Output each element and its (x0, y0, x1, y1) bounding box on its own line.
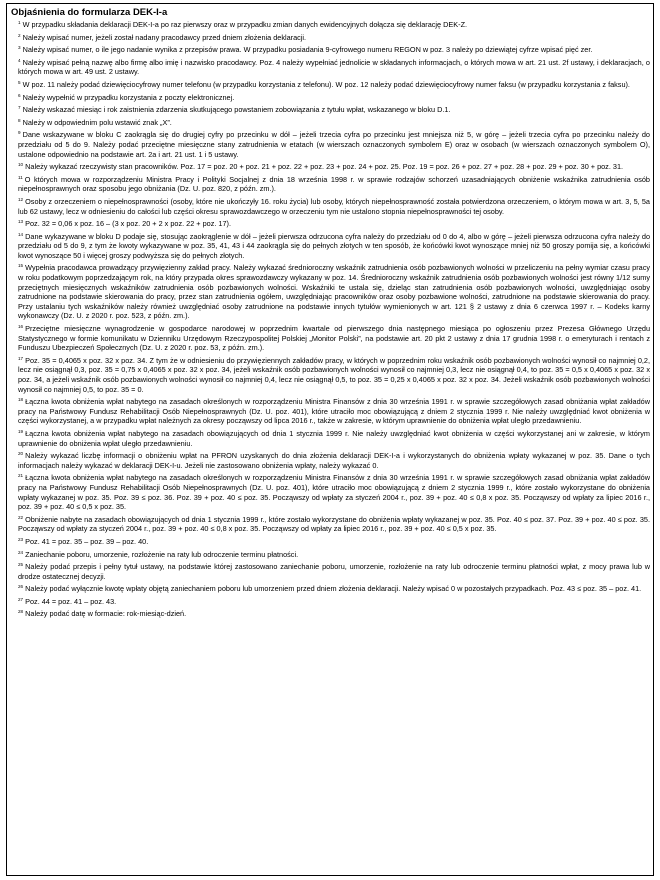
footnote (11, 597, 650, 607)
footnote (11, 93, 650, 103)
footnote-text: Należy wykazać rzeczywisty stan pracowników. Poz. 17 = poz. 20 + poz. 21 + poz. 22 + poz. 23 + poz. 24 + poz. 25. Poz. 19 = poz. 26 + poz. 27 + poz. 28 + poz. 29 + poz. 30 + poz. 31. (25, 162, 624, 172)
footnote-text: Należy podać wyłącznie kwotę wpłaty objętą zaniechaniem poboru lub umorzeniem przed dniem złożenia deklaracji. Należy wpisać 0 w pozostałych przypadkach. Poz. 43 ≤ poz. 35 – poz. 41. (25, 584, 642, 594)
footnote (11, 550, 650, 560)
footnote-number: 6 (18, 92, 21, 98)
footnotes-list (11, 20, 650, 619)
footnote-number: 5 (18, 79, 21, 85)
footnote-number: 11 (18, 174, 23, 180)
footnote (11, 118, 650, 128)
footnote (11, 584, 650, 594)
footnote (11, 130, 650, 159)
footnote-text: Należy wykazać liczbę informacji o obniżeniu wpłat na PFRON uzyskanych do dnia złożenia deklaracji DEK-I-a i wykorzystanych do obniżenia wpłaty wykazanej w poz. 35. Dane o tych informacjach należy wykazać w deklaracji DEK-I-u. Jeżeli nie zastosowano obniżenia wpłaty, należy wykazać 0. (18, 451, 650, 470)
footnote (11, 537, 650, 547)
footnote-number: 7 (18, 105, 21, 111)
footnote (11, 197, 650, 216)
footnote-number: 28 (18, 609, 24, 615)
footnote (11, 451, 650, 470)
footnote-text: Poz. 44 = poz. 41 – poz. 43. (25, 596, 117, 606)
footnote-number: 19 (18, 428, 24, 434)
footnote (11, 356, 650, 394)
footnote-number: 3 (18, 45, 21, 51)
footnote (11, 45, 650, 55)
footnote (11, 20, 650, 30)
footnote-text: W poz. 11 należy podać dziewięciocyfrowy numer telefonu (w przypadku korzystania z telefonu). W poz. 12 należy podać dziewięciocyfrowy numer faksu (w przypadku korzystania z faksu). (22, 79, 630, 89)
footnote-number: 20 (18, 451, 24, 457)
footnote (11, 105, 650, 115)
footnote (11, 397, 650, 426)
footnote-text: Poz. 41 = poz. 35 – poz. 39 – poz. 40. (25, 536, 149, 546)
footnote (11, 562, 650, 581)
footnote-number: 13 (18, 219, 24, 225)
explanations-frame (6, 3, 654, 876)
footnote (11, 324, 650, 353)
footnote-text: O których mowa w rozporządzeniu Ministra Pracy i Polityki Socjalnej z dnia 18 września 1998 r. w sprawie rodzajów schorzeń uzasadniających obniżenie wskaźnika zatrudnienia osób niepełnosprawnych oraz sposobu jego obniżania (Dz. U. poz. 820, z późn. zm.). (18, 174, 650, 194)
footnote (11, 162, 650, 172)
footnote-text: Przeciętne miesięczne wynagrodzenie w gospodarce narodowej w poprzednim kwartale od pierwszego dnia następnego miesiąca po ogłoszeniu przez Prezesa Głównego Urzędu Statystycznego w formie komunikatu w Dzienniku Urzędowym Rzeczypospolitej Polskiej „Monitor Polski”, na podstawie art. 20 pkt 2 ustawy z dnia 17 grudnia 1998 r. o emeryturach i rentach z Funduszu Ubezpieczeń Społecznych (Dz. U. z 2020 r. poz. 53, z późn. zm.). (18, 324, 650, 353)
document-title: Objaśnienia do formularza DEK-I-a (11, 7, 168, 18)
footnote-number: 12 (18, 196, 24, 202)
footnote (11, 58, 650, 77)
footnote-text: Należy podać przepis i pełny tytuł ustawy, na podstawie której zastosowano zaniechanie poboru, umorzenie, rozłożenie na raty lub odroczenie terminu płatności wpłat, z mocy prawa lub w drodze ostatecznej decyzji. (18, 562, 650, 581)
footnote-number: 10 (18, 162, 24, 168)
footnote (11, 263, 650, 321)
footnote-text: W przypadku składania deklaracji DEK-I-a po raz pierwszy oraz w przypadku zmian danych ewidencyjnych dołącza się deklarację DEK-Z. (22, 20, 468, 29)
footnote-number: 9 (18, 130, 21, 136)
footnote-number: 14 (18, 231, 24, 237)
footnote (11, 232, 650, 261)
footnote-number: 16 (18, 324, 24, 330)
footnote-number: 23 (18, 536, 24, 542)
footnote-number: 26 (18, 584, 24, 590)
footnote-number: 15 (18, 263, 24, 269)
footnote-number: 21 (18, 473, 24, 479)
footnote (11, 175, 650, 194)
footnote-text: Łączna kwota obniżenia wpłat nabytego na zasadach obowiązujących od dnia 1 stycznia 1999 r. Nie należy uwzględniać kwot obniżenia w części wykorzystanej ani w zakresie, w którym uprawnienie do obniżenia wpłat uległo przedawnieniu. (18, 428, 650, 448)
footnote-text: Łączna kwota obniżenia wpłat nabytego na zasadach określonych w rozporządzeniu Ministra Finansów z dnia 30 września 1991 r. w sprawie szczegółowych zasad obniżania wpłat zakładów pracy na Państwowy Fundusz Rehabilitacji Osób Niepełnosprawnych (Dz. U. poz. 401), które utraciło moc obowiązującą z dniem 2 stycznia 1999 r., które zostało wykorzystane do obniżenia wpłaty wykazanej w poz. 35. Poz. 39 ≤ poz. 36. Poz. 39 + poz. 40 ≤ poz. 35. Począwszy od wpłaty za styczeń 2004 r., poz. 39 + poz. 40 ≤ 0,8 x poz. 35. Począwszy od wpłaty za lipiec 2016 r., poz. 39 + poz. 40 ≤ 0,5 x poz. 35. (18, 473, 650, 512)
footnote (11, 609, 650, 619)
footnote-number: 8 (18, 117, 21, 123)
footnote-text: Poz. 32 = 0,06 x poz. 16 – (3 x poz. 20 + 2 x poz. 22 + poz. 17). (25, 219, 231, 229)
footnote-text: Należy wypełnić w przypadku korzystania z poczty elektronicznej. (22, 92, 235, 102)
footnote-text: Osoby z orzeczeniem o niepełnosprawności (osoby, które nie ukończyły 16. roku życia) lub osoby, których niepełnosprawność została potwierdzona orzeczeniem, o którym mowa w art. 3, 5, 5a lub 62 ustawy, lecz w odniesieniu do całości lub części okresu sprawozdawczego w orzeczeniu tym nie ustalono stopnia niepełnosprawności tej osoby. (18, 196, 650, 216)
footnote-text: Należy podać datę w formacie: rok-miesiąc-dzień. (25, 609, 187, 619)
footnote-number: 25 (18, 562, 24, 568)
footnote-number: 18 (18, 397, 24, 403)
footnote (11, 80, 650, 90)
footnote (11, 33, 650, 43)
footnote-text: Należy wpisać numer, o ile jego nadanie wynika z przepisów prawa. W przypadku posiadania 9-cyfrowego numeru REGON w poz. 3 należy po dziewiątej cyfrze wpisać pięć zer. (22, 45, 593, 55)
footnote-text: Zaniechanie poboru, umorzenie, rozłożenie na raty lub odroczenie terminu płatności. (25, 549, 299, 559)
footnote (11, 473, 650, 511)
footnote-number: 4 (18, 57, 21, 63)
footnote (11, 515, 650, 534)
footnote (11, 429, 650, 448)
footnote (11, 219, 650, 229)
footnote-text: Dane wykazywane w bloku D podaje się, stosując zaokrąglenie w dół – jeżeli pierwsza odrzucona cyfra należy do przedziału od 0 do 4, albo w górę – jeżeli pierwsza odrzucona cyfra należy do przedziału od 5 do 9, z tym że kwoty wykazywane w poz. 35, 41, 43 i 44 zaokrągla się do pełnych złotych w ten sposób, że końcówki kwot wynoszące mniej niż 50 groszy pomija się, a końcówki kwot wynoszące 50 i więcej groszy podwyższa się do pełnych złotych. (18, 231, 650, 260)
footnote-number: 24 (18, 549, 24, 555)
footnote-number: 22 (18, 514, 24, 520)
footnote-number: 1 (18, 20, 21, 25)
footnote-text: Należy wpisać pełną nazwę albo firmę albo imię i nazwisko pracodawcy. Poz. 4 należy wypełniać jednolicie w składanych informacjach, o których mowa w art. 21 ust. 2f ustawy, i deklaracjach, o których mowa w art. 49 ust. 2 ustawy. (18, 57, 650, 77)
footnote-text: Wypełnia pracodawca prowadzący przywięzienny zakład pracy. Należy wykazać średnioroczny wskaźnik zatrudnienia osób pozbawionych wolności w przeliczeniu na pełny wymiar czasu pracy w roku podatkowym poprzedzającym rok, na który przypada okres sprawozdawczy wykazany w poz. 14. Średnioroczny wskaźnik zatrudnienia osób pozbawionych wolności jest równy 1/12 sumy przeciętnych miesięcznych wskaźników zatrudnienia osób pozbawionych wolności. Wskaźniki te ustala się, dzieląc stan zatrudnienia osób pozbawionych wolności, uwzględniając osoby zatrudnione na podstawie skierowania do pracy, przez stan zatrudnienia ogółem, uwzględniając pracowników oraz osoby pozbawione wolności, zatrudnione na podstawie skierowania do pracy. Przy ustalaniu tych wskaźników należy również uwzględniać osoby zatrudnione na podstawie innych tytułów wymienionych w art. 121 § 2 ustawy z dnia 6 czerwca 1997 r. – Kodeks karny wykonawczy (Dz. U. z 2020 r. poz. 523, z późn. zm.). (18, 263, 650, 321)
footnote-number: 2 (18, 32, 21, 38)
footnote-text: Należy wskazać miesiąc i rok zaistnienia zdarzenia skutkującego powstaniem zobowiązania z tytułu wpłat, wskazanego w bloku D.1. (22, 105, 451, 115)
footnote-number: 27 (18, 596, 24, 602)
footnote-text: Łączna kwota obniżenia wpłat nabytego na zasadach określonych w rozporządzeniu Ministra Finansów z dnia 30 września 1991 r. w sprawie szczegółowych zasad obniżania wpłat zakładów pracy na Państwowy Fundusz Rehabilitacji Osób Niepełnosprawnych (Dz. U. poz. 401), które utraciło moc obowiązującą z dniem 2 stycznia 1999 r. Nie należy uwzględniać kwot obniżenia w części wykorzystanej, a w przypadku wpłat należnych za okresy począwszy od lipca 2016 r., także w zakresie, w którym uprawnienie do obniżenia wpłat uległo przedawnieniu. (18, 397, 650, 426)
footnote-number: 17 (18, 355, 24, 361)
footnote-text: Należy wpisać numer, jeżeli został nadany pracodawcy przed dniem złożenia deklaracji. (22, 32, 307, 42)
footnote-text: Dane wskazywane w bloku C zaokrągla się do drugiej cyfry po przecinku w dół – jeżeli trzecia cyfra po przecinku jest mniejsza niż 5, w górę – jeżeli trzecia cyfra po przecinku należy do przedziału od 5 do 9. Należy podać przeciętne miesięczne stany zatrudnienia w etatach (w wierszach oznaczonych symbolem E) oraz w osobach (w wierszach oznaczonych symbolem O), ustalone odpowiednio na podstawie art. 2a i art. 21 ust. 1 i 5 ustawy. (18, 130, 650, 159)
footnote-text: Należy w odpowiednim polu wstawić znak „X”. (22, 117, 172, 127)
footnote-text: Obniżenie nabyte na zasadach obowiązujących od dnia 1 stycznia 1999 r., które zostało wykorzystane do obniżenia wpłaty wykazanej w poz. 35. Poz. 40 ≤ poz. 37. Poz. 39 + poz. 40 ≤ poz. 35. Począwszy od wpłaty za styczeń 2004 r., poz. 39 + poz. 40 ≤ 0,8 x poz. 35. Począwszy od wpłaty za lipiec 2016 r., poz. 39 + poz. 40 ≤ 0,5 x poz. 35. (18, 514, 650, 534)
footnote-text: Poz. 35 = 0,4065 x poz. 32 x poz. 34. Z tym że w odniesieniu do przywięziennych zakładów pracy, w których w poprzednim roku wskaźnik osób pozbawionych wolności wynosił co najmniej 0,2, lecz nie osiągnął 0,3, poz. 35 = 0,75 x 0,4065 x poz. 32 x poz. 34, jeżeli wskaźnik osób pozbawionych wolności wynosił co najmniej 0,3, lecz nie osiągnął 0,4, to poz. 35 = 0,5 x 0,4065 x poz. 32 x poz. 34, a jeżeli wskaźnik osób pozbawionych wolności wynosił co najmniej 0,4, lecz nie osiągnął 0,5, to poz. 35 = 0,25 x 0,4065 x poz. 32 x poz. 34. Jeżeli wskaźnik osób pozbawionych wolności wynosił co najmniej 0,5, to poz. 35 = 0. (18, 355, 650, 394)
